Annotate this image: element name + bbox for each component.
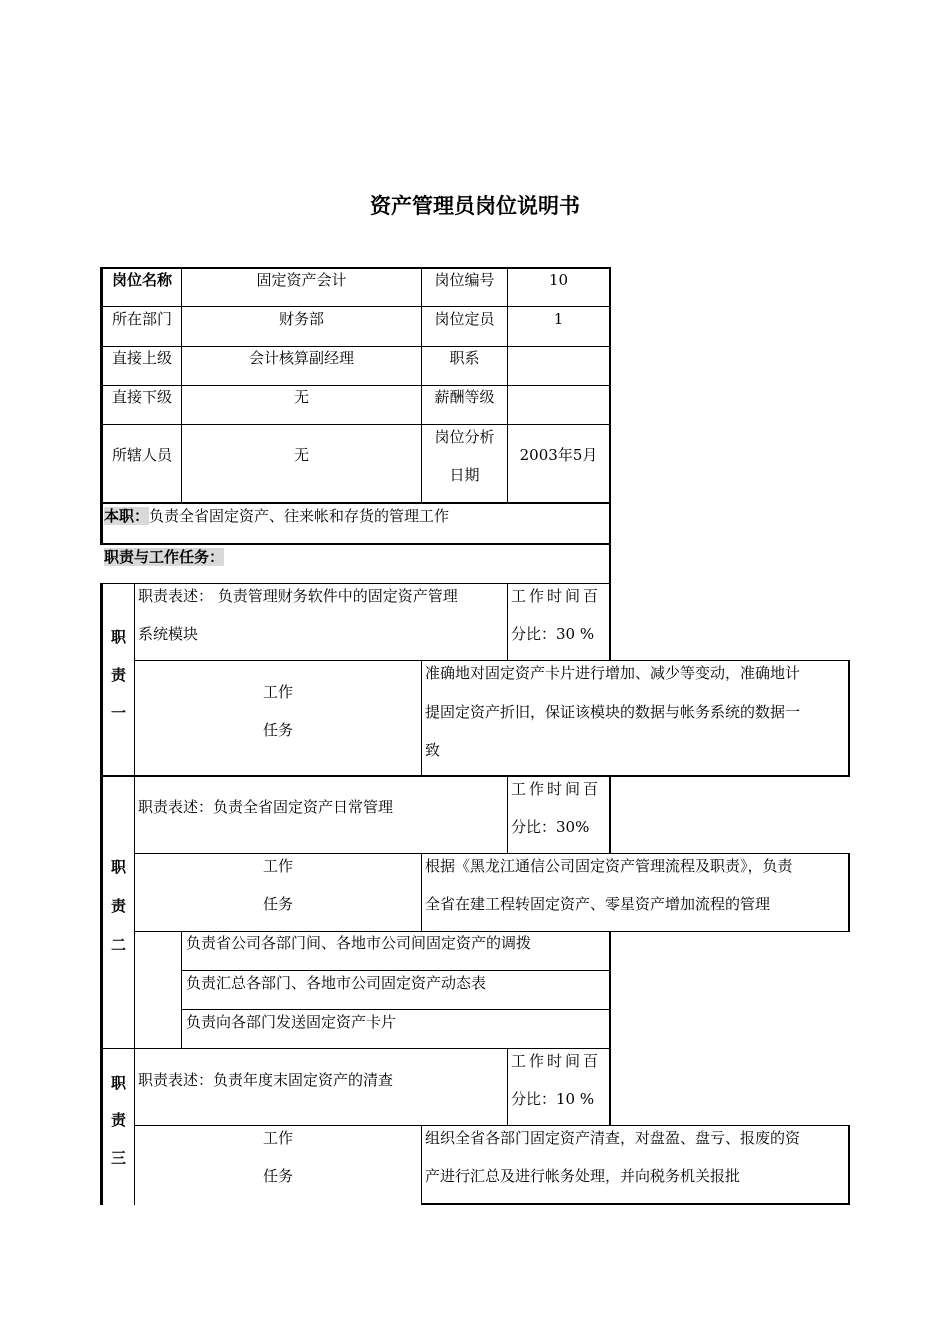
duty2-time-2: 分比：30% [511,818,590,836]
duty3-time-2: 分比：10 % [511,1090,595,1108]
headcount-value: 1 [553,310,564,328]
superior-value: 会计核算副经理 [248,349,354,367]
duty1-side-3: 一 [110,704,126,722]
duty2-task-1: 根据《黑龙江通信公司固定资产管理流程及职责》，负责 [425,857,793,875]
duty1-time-1: 工作时间百 [511,587,602,605]
duty1-task-label-2: 任务 [262,721,293,739]
headcount-label: 岗位定员 [434,310,495,328]
document-title: 资产管理员岗位说明书 [370,194,580,218]
duty2-side-1: 职 [110,858,126,876]
analysis-date-label-2: 日期 [449,466,480,484]
duty2-task-label-2: 任务 [262,895,293,913]
duty1-task-3: 致 [425,741,441,759]
duty2-subtask-3: 负责向各部门发送固定资产卡片 [186,1013,397,1031]
duty3-side-2: 责 [110,1111,126,1129]
duty2-side-3: 二 [110,936,126,954]
job-code-label: 岗位编号 [434,271,495,289]
duty3-side-3: 三 [110,1149,126,1167]
duty3-description: 职责表述：负责年度末固定资产的清查 [138,1071,394,1089]
analysis-date-label-1: 岗位分析 [434,428,495,446]
duty1-side-1: 职 [110,628,126,646]
duty2-time-1: 工作时间百 [511,780,602,798]
duty2-subtask-1: 负责省公司各部门间、各地市公司间固定资产的调拨 [186,934,532,952]
duty2-description: 职责表述：负责全省固定资产日常管理 [138,798,394,816]
series-label: 职系 [449,349,480,367]
job-code-value: 10 [548,271,569,289]
department-label: 所在部门 [111,310,172,328]
duty2-side-2: 责 [110,897,126,915]
duty2-subtask-2: 负责汇总各部门、各地市公司固定资产动态表 [186,974,487,992]
duty1-description-1: 职责表述： 负责管理财务软件中的固定资产管理 [138,587,458,605]
managed-staff-label: 所辖人员 [111,446,172,464]
duty3-task-2: 产进行汇总及进行帐务处理，并向税务机关报批 [425,1167,741,1185]
job-name-value: 固定资产会计 [256,271,347,289]
duty1-task-label-1: 工作 [262,683,293,701]
subordinate-value: 无 [293,388,309,406]
duty1-time-2: 分比：30 % [511,625,595,643]
main-duty-text: 负责全省固定资产、往来帐和存货的管理工作 [149,507,450,525]
department-value: 财务部 [278,310,324,328]
duty1-description-2: 系统模块 [138,625,199,643]
duty1-task-2: 提固定资产折旧，保证该模块的数据与帐务系统的数据一 [425,703,801,721]
duty3-task-label-2: 任务 [262,1167,293,1185]
salary-grade-label: 薪酬等级 [434,388,495,406]
subordinate-label: 直接下级 [111,388,172,406]
duty3-task-1: 组织全省各部门固定资产清查，对盘盈、盘亏、报废的资 [425,1129,801,1147]
duties-header: 职责与工作任务： [104,548,225,566]
duty3-side-1: 职 [110,1074,126,1092]
main-duty-label: 本职： [104,507,150,525]
main-duty-row [104,506,449,526]
duty2-task-2: 全省在建工程转固定资产、零星资产增加流程的管理 [425,895,771,913]
duty1-task-1: 准确地对固定资产卡片进行增加、减少等变动，准确地计 [425,664,801,682]
job-name-label: 岗位名称 [111,271,172,289]
superior-label: 直接上级 [111,349,172,367]
duty3-task-label-1: 工作 [262,1129,293,1147]
duty1-side-2: 责 [110,666,126,684]
analysis-date-value: 2003年5月 [519,446,598,464]
duty2-task-label-1: 工作 [262,857,293,875]
managed-staff-value: 无 [293,446,309,464]
duty3-time-1: 工作时间百 [511,1052,602,1070]
